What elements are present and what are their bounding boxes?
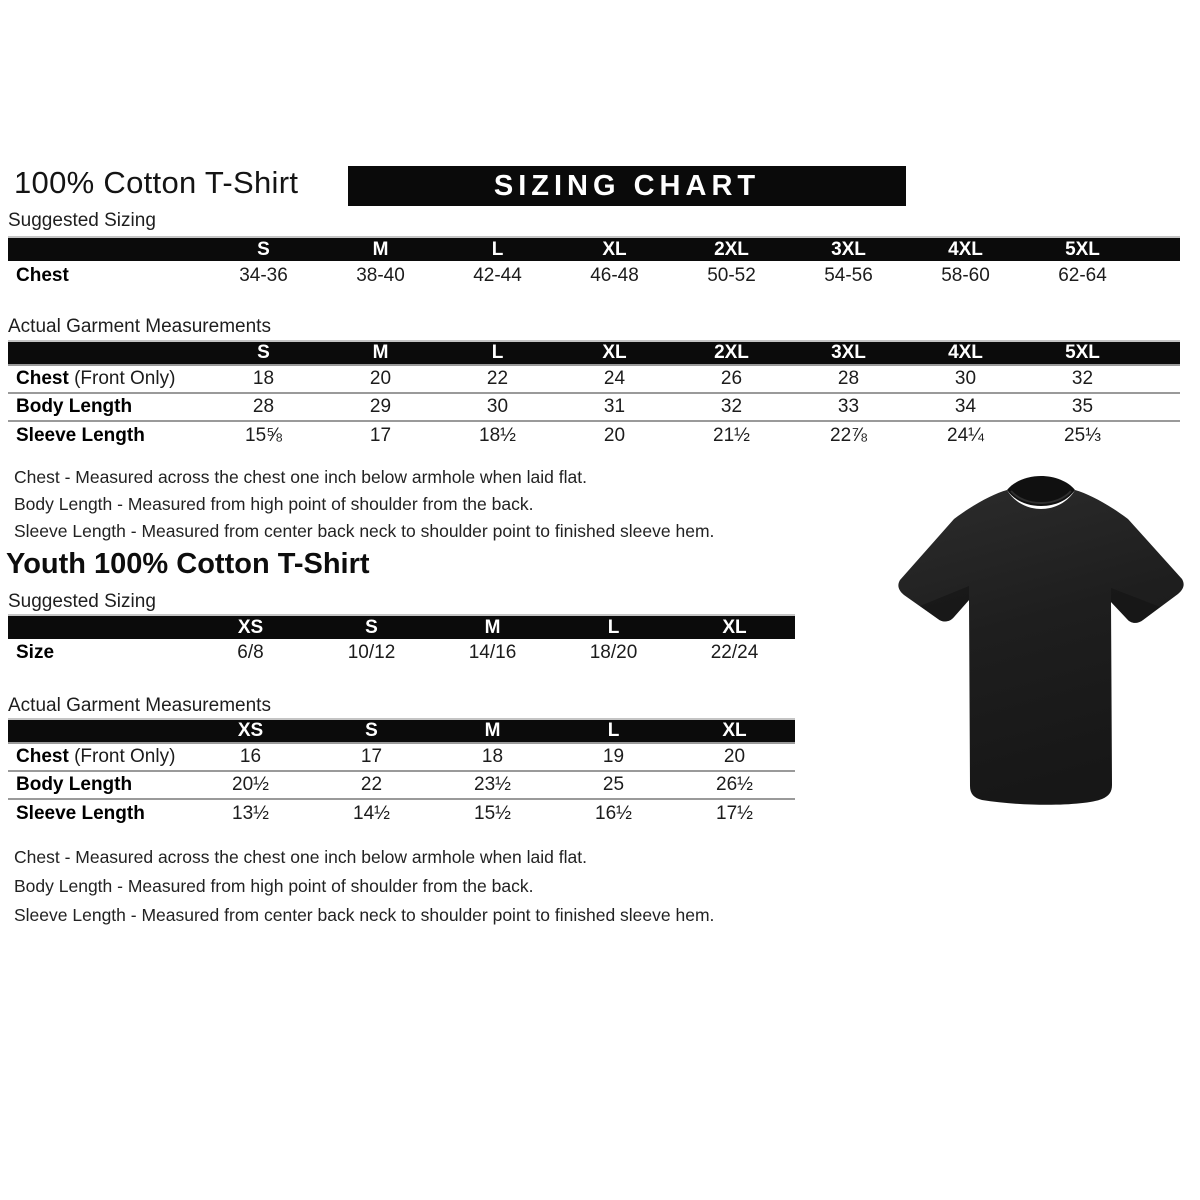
measurement-value: 34 <box>907 393 1024 421</box>
measurement-value: 17 <box>322 421 439 449</box>
note-line: Body Length - Measured from high point of shoulder from the back. <box>14 494 534 514</box>
row-filler <box>1141 421 1180 449</box>
row-filler <box>1141 261 1180 291</box>
size-column-header: 4XL <box>907 237 1024 261</box>
measurement-value: 17½ <box>674 799 795 827</box>
adult-actual-measurements-table <box>8 340 1180 449</box>
adult-actual-heading: Actual Garment Measurements <box>8 316 271 337</box>
measurement-value: 35 <box>1024 393 1141 421</box>
size-column-header: M <box>322 341 439 365</box>
size-column-header: M <box>432 719 553 743</box>
row-label: Chest <box>16 746 69 767</box>
table-row <box>8 743 795 771</box>
row-label-cell <box>8 799 190 827</box>
size-column-header: L <box>553 615 674 639</box>
measurement-value: 16 <box>239 746 262 767</box>
measurement-value: 20 <box>369 368 392 389</box>
measurement-value: 22⅞ <box>790 421 907 449</box>
measurement-value: 38-40 <box>356 265 405 286</box>
row-label-cell <box>8 743 190 771</box>
measurement-value: 54-56 <box>824 265 873 286</box>
youth-section-title: Youth 100% Cotton T-Shirt <box>6 548 370 580</box>
row-label: Chest <box>16 265 69 286</box>
header-filler <box>1141 237 1180 261</box>
measurement-value: 50-52 <box>707 265 756 286</box>
note-line: Body Length - Measured from high point of shoulder from the back. <box>14 876 534 896</box>
tshirt-body <box>898 490 1183 805</box>
measurement-value: 20 <box>556 421 673 449</box>
row-label: Sleeve Length <box>16 802 145 824</box>
size-column-header: M <box>322 237 439 261</box>
size-column-header: M <box>432 615 553 639</box>
size-column-header: XL <box>674 719 795 743</box>
measurement-value: 32 <box>673 393 790 421</box>
row-label-cell <box>8 771 190 799</box>
table-row <box>8 771 795 799</box>
measurement-value: 22/24 <box>710 642 759 663</box>
measurement-value: 24 <box>603 368 626 389</box>
size-column-header: S <box>205 341 322 365</box>
measurement-value: 62-64 <box>1058 265 1107 286</box>
header-filler <box>1141 341 1180 365</box>
size-column-header: XL <box>556 237 673 261</box>
measurement-value: 18½ <box>439 421 556 449</box>
measurement-value: 18 <box>481 746 504 767</box>
row-filler <box>1141 365 1180 393</box>
size-column-header: L <box>439 237 556 261</box>
row-label-cell <box>8 421 205 449</box>
measurement-value: 26 <box>720 368 743 389</box>
size-column-header: XS <box>190 719 311 743</box>
size-column-header: 5XL <box>1024 237 1141 261</box>
measurement-value: 14½ <box>311 799 432 827</box>
header-spacer <box>8 719 190 743</box>
measurement-value: 30 <box>954 368 977 389</box>
measurement-value: 22 <box>486 368 509 389</box>
measurement-value: 30 <box>439 393 556 421</box>
table-row <box>8 393 1180 421</box>
measurement-value: 34-36 <box>239 265 288 286</box>
size-column-header: XL <box>556 341 673 365</box>
table-header-row <box>8 237 1180 261</box>
measurement-value: 17 <box>360 746 383 767</box>
size-column-header: S <box>205 237 322 261</box>
row-label-suffix: (Front Only) <box>68 368 176 389</box>
sizing-chart-banner-label: SIZING CHART <box>493 169 761 202</box>
tshirt-illustration <box>890 476 1192 810</box>
table-row <box>8 365 1180 393</box>
row-label-suffix: (Front Only) <box>68 746 176 767</box>
youth-actual-measurements-table <box>8 718 795 827</box>
page-title: 100% Cotton T-Shirt <box>14 165 299 200</box>
youth-measurement-notes <box>14 843 714 930</box>
table-row <box>8 421 1180 449</box>
size-column-header: XL <box>674 615 795 639</box>
black-tshirt-photo <box>890 476 1192 810</box>
size-column-header: 3XL <box>790 341 907 365</box>
measurement-value: 10/12 <box>347 642 396 663</box>
row-label: Body Length <box>16 396 133 417</box>
measurement-value: 33 <box>790 393 907 421</box>
size-column-header: S <box>311 719 432 743</box>
note-line: Chest - Measured across the chest one inch below armhole when laid flat. <box>14 467 587 487</box>
row-label-cell <box>8 365 205 393</box>
header-spacer <box>8 341 205 365</box>
measurement-value: 18/20 <box>589 642 638 663</box>
measurement-value: 18 <box>252 368 275 389</box>
measurement-value: 28 <box>205 393 322 421</box>
measurement-value: 20 <box>723 746 746 767</box>
size-column-header: L <box>553 719 674 743</box>
size-column-header: S <box>311 615 432 639</box>
measurement-value: 20½ <box>190 771 311 799</box>
measurement-value: 15½ <box>432 799 553 827</box>
measurement-value: 15⅝ <box>205 421 322 449</box>
size-column-header: L <box>439 341 556 365</box>
measurement-value: 26½ <box>674 771 795 799</box>
measurement-value: 25⅓ <box>1024 421 1141 449</box>
table-header-row <box>8 719 795 743</box>
table-row <box>8 261 1180 291</box>
measurement-value: 16½ <box>553 799 674 827</box>
measurement-value: 46-48 <box>590 265 639 286</box>
note-line: Chest - Measured across the chest one inch below armhole when laid flat. <box>14 847 587 867</box>
row-label: Size <box>16 642 55 663</box>
note-line: Sleeve Length - Measured from center back neck to shoulder point to finished sleeve hem. <box>14 521 715 541</box>
measurement-value: 13½ <box>190 799 311 827</box>
youth-suggested-sizing-table <box>8 614 795 667</box>
adult-suggested-heading: Suggested Sizing <box>8 210 156 231</box>
measurement-value: 31 <box>556 393 673 421</box>
size-column-header: 4XL <box>907 341 1024 365</box>
measurement-value: 42-44 <box>473 265 522 286</box>
measurement-value: 28 <box>837 368 860 389</box>
size-column-header: 2XL <box>673 341 790 365</box>
measurement-value: 23½ <box>432 771 553 799</box>
measurement-value: 58-60 <box>941 265 990 286</box>
adult-measurement-notes <box>14 464 714 545</box>
table-header-row <box>8 615 795 639</box>
measurement-value: 29 <box>322 393 439 421</box>
measurement-value: 32 <box>1071 368 1094 389</box>
size-column-header: 2XL <box>673 237 790 261</box>
youth-suggested-heading: Suggested Sizing <box>8 591 156 612</box>
header-spacer <box>8 615 190 639</box>
row-filler <box>1141 393 1180 421</box>
row-label: Sleeve Length <box>16 424 145 446</box>
measurement-value: 21½ <box>673 421 790 449</box>
size-column-header: 3XL <box>790 237 907 261</box>
size-column-header: 5XL <box>1024 341 1141 365</box>
measurement-value: 6/8 <box>237 642 264 663</box>
row-label: Chest <box>16 368 69 389</box>
measurement-value: 25 <box>553 771 674 799</box>
youth-actual-heading: Actual Garment Measurements <box>8 695 271 716</box>
size-column-header: XS <box>190 615 311 639</box>
measurement-value: 19 <box>602 746 625 767</box>
row-label: Body Length <box>16 774 133 795</box>
measurement-value: 14/16 <box>468 642 517 663</box>
row-label-cell <box>8 393 205 421</box>
note-line: Sleeve Length - Measured from center back neck to shoulder point to finished sleeve hem. <box>14 905 715 925</box>
header-spacer <box>8 237 205 261</box>
sizing-chart-banner <box>348 166 906 206</box>
table-row <box>8 799 795 827</box>
adult-suggested-sizing-table <box>8 236 1180 291</box>
measurement-value: 22 <box>311 771 432 799</box>
measurement-value: 24¼ <box>907 421 1024 449</box>
table-row <box>8 639 795 667</box>
table-header-row <box>8 341 1180 365</box>
row-label-cell <box>8 639 190 667</box>
row-label-cell <box>8 261 205 291</box>
